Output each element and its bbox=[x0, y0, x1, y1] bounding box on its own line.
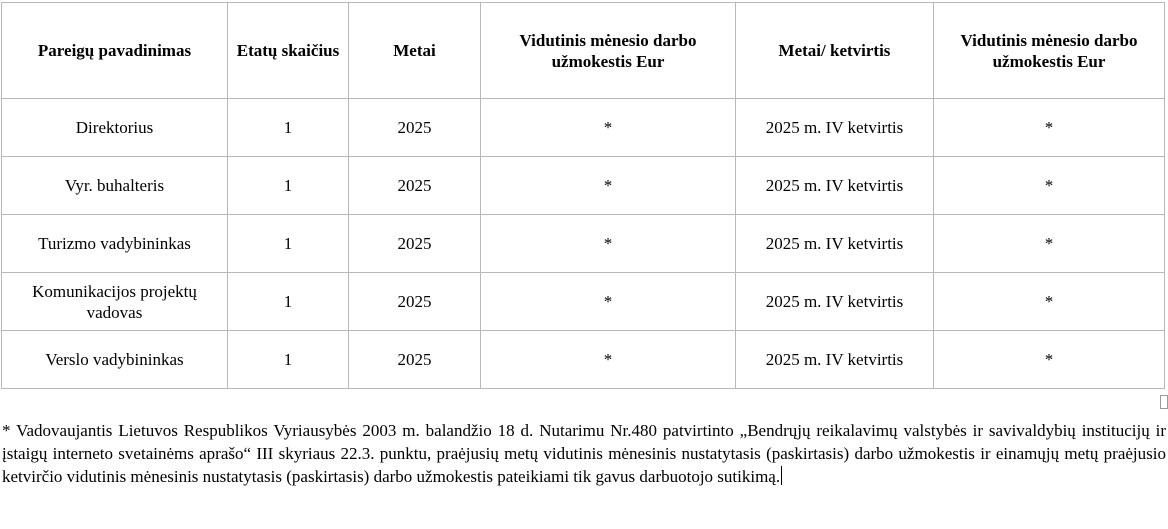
year-cell: 2025 bbox=[349, 157, 481, 215]
average-salary-year-cell: * bbox=[481, 99, 736, 157]
header-average-salary-year: Vidutinis mėnesio darbo užmokestis Eur bbox=[481, 3, 736, 99]
year-cell: 2025 bbox=[349, 99, 481, 157]
average-salary-quarter-cell: * bbox=[934, 331, 1165, 389]
average-salary-year-cell: * bbox=[481, 215, 736, 273]
position-name-cell: Vyr. buhalteris bbox=[2, 157, 228, 215]
year-quarter-cell: 2025 m. IV ketvirtis bbox=[736, 99, 934, 157]
footnote-paragraph[interactable] bbox=[2, 419, 1166, 488]
staff-count-cell: 1 bbox=[228, 273, 349, 331]
header-staff-count: Etatų skaičius bbox=[228, 3, 349, 99]
text-cursor bbox=[781, 466, 782, 485]
table-row bbox=[2, 157, 1165, 215]
position-name-cell: Turizmo vadybininkas bbox=[2, 215, 228, 273]
header-position-name: Pareigų pavadinimas bbox=[2, 3, 228, 99]
year-cell: 2025 bbox=[349, 215, 481, 273]
year-cell: 2025 bbox=[349, 331, 481, 389]
staff-count-cell: 1 bbox=[228, 157, 349, 215]
average-salary-quarter-cell: * bbox=[934, 273, 1165, 331]
position-name-cell: Verslo vadybininkas bbox=[2, 331, 228, 389]
header-year: Metai bbox=[349, 3, 481, 99]
year-quarter-cell: 2025 m. IV ketvirtis bbox=[736, 215, 934, 273]
average-salary-year-cell: * bbox=[481, 157, 736, 215]
year-quarter-cell: 2025 m. IV ketvirtis bbox=[736, 331, 934, 389]
footnote-text: * Vadovaujantis Lietuvos Respublikos Vyriausybės 2003 m. balandžio 18 d. Nutarimu Nr.480 patvirtinto „Bendrųjų reikalavimų valstybės ir savivaldybių institucijų ir įstaigų interneto svetainėms aprašo“ III skyriaus 22.3. punktu, praėjusių metų vidutinis mėnesinis nustatytasis (paskirtasis) darbo užmokestis ir einamųjų metų praėjusio ketvirčio vidutinis mėnesinis nustatytasis (paskirtasis) darbo užmokestis pateikiami tik gavus darbuotojo sutikimą. bbox=[2, 421, 1166, 486]
year-cell: 2025 bbox=[349, 273, 481, 331]
staff-count-cell: 1 bbox=[228, 215, 349, 273]
table-row bbox=[2, 331, 1165, 389]
table-row bbox=[2, 99, 1165, 157]
average-salary-quarter-cell: * bbox=[934, 157, 1165, 215]
header-average-salary-quarter: Vidutinis mėnesio darbo užmokestis Eur bbox=[934, 3, 1165, 99]
table-row bbox=[2, 273, 1165, 331]
average-salary-quarter-cell: * bbox=[934, 215, 1165, 273]
position-name-cell: Komunikacijos projektų vadovas bbox=[2, 273, 228, 331]
average-salary-year-cell: * bbox=[481, 331, 736, 389]
staff-count-cell: 1 bbox=[228, 99, 349, 157]
header-year-quarter: Metai/ ketvirtis bbox=[736, 3, 934, 99]
average-salary-year-cell: * bbox=[481, 273, 736, 331]
table-header-row bbox=[2, 3, 1165, 99]
table-resize-handle[interactable] bbox=[1160, 395, 1168, 409]
position-name-cell: Direktorius bbox=[2, 99, 228, 157]
table-row bbox=[2, 215, 1165, 273]
year-quarter-cell: 2025 m. IV ketvirtis bbox=[736, 157, 934, 215]
staff-count-cell: 1 bbox=[228, 331, 349, 389]
average-salary-quarter-cell: * bbox=[934, 99, 1165, 157]
salary-table bbox=[1, 2, 1165, 389]
year-quarter-cell: 2025 m. IV ketvirtis bbox=[736, 273, 934, 331]
